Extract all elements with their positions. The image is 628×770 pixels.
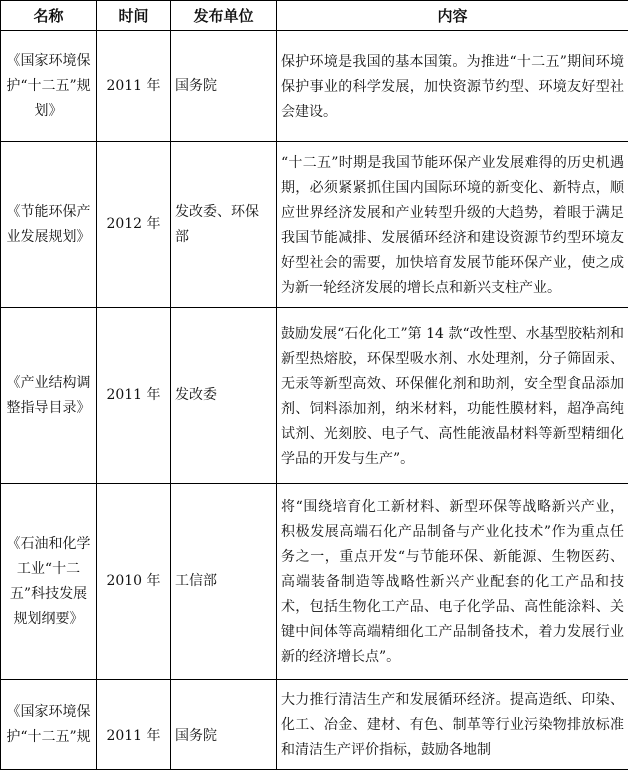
row-issuer-text: 国务院 (175, 700, 272, 749)
row-issuer: 发改委 (171, 308, 277, 484)
row-time: 2012 年 (97, 142, 171, 308)
table-row (1, 484, 628, 680)
header-time: 时间 (97, 1, 171, 31)
row-content (277, 308, 628, 484)
row-content-text: “十二五”时期是我国节能环保产业发展难得的历史机遇期，必须紧紧抓住国内国际环境的新变化、新特点，顺应世界经济发展和产业转型升级的大趋势，着眼于满足我国节能减排、发展循环经济和建设资源节约型环境友好型社会的需要，加快培育发展节能环保产业，使之成为新一轮经济发展的增长点和新兴支柱产业。 (281, 149, 624, 301)
row-content-text: 鼓励发展“石化化工”第 14 款“改性型、水基型胶粘剂和新型热熔胶，环保型吸水剂、水处理剂，分子筛固汞、无汞等新型高效、环保催化剂和助剂，安全型食品添加剂、饲料添加剂，纳米材料，功能性膜材料，超净高纯试剂、光刻胶、电子气、高性能液晶材料等新型精细化学品的开发与生产”。 (281, 320, 624, 472)
table-row (1, 308, 628, 484)
header-issuer: 发布单位 (171, 1, 277, 31)
row-issuer (171, 680, 277, 770)
header-row (1, 1, 628, 31)
table-row (1, 31, 628, 142)
row-name: 《节能环保产业发展规划》 (1, 142, 97, 308)
row-content-text: 将“围绕培育化工新材料、新型环保等战略新兴产业，积极发展高端石化产品制备与产业化技术”作为重点任务之一，重点开发“与节能环保、新能源、生物医药、高端装备制造等战略性新兴产业配套的化工产品和技术，包括生物化工产品、电子化学品、高性能涂料、关键中间体等高端精细化工产品制备技术，着力发展行业新的经济增长点”。 (281, 493, 624, 670)
table-row (1, 680, 628, 770)
header-name: 名称 (1, 1, 97, 31)
header-content: 内容 (277, 1, 628, 31)
table-row (1, 142, 628, 308)
row-content (277, 142, 628, 308)
row-time (97, 680, 171, 770)
row-content (277, 31, 628, 142)
row-content (277, 484, 628, 680)
row-issuer: 国务院 (171, 31, 277, 142)
row-time: 2010 年 (97, 484, 171, 680)
row-name: 《石油和化学工业“十二五”科技发展规划纲要》 (1, 484, 97, 680)
row-content-text: 保护环境是我国的基本国策。为推进“十二五”期间环境保护事业的科学发展，加快资源节约型、环境友好型社会建设。 (281, 48, 624, 125)
row-content (277, 680, 628, 770)
row-time: 2011 年 (97, 308, 171, 484)
row-time-text: 2011 年 (101, 700, 166, 749)
row-name: 《产业结构调整指导目录》 (1, 308, 97, 484)
row-content-text: 大力推行清洁生产和发展循环经济。提高造纸、印染、化工、冶金、建材、有色、制革等行业污染物排放标准和清洁生产评价指标，鼓励各地制 (281, 686, 624, 763)
row-issuer: 工信部 (171, 484, 277, 680)
row-name: 《国家环境保护“十二五”规 (1, 680, 97, 770)
row-issuer: 发改委、环保部 (171, 142, 277, 308)
row-name: 《国家环境保护“十二五”规划》 (1, 31, 97, 142)
row-time: 2011 年 (97, 31, 171, 142)
